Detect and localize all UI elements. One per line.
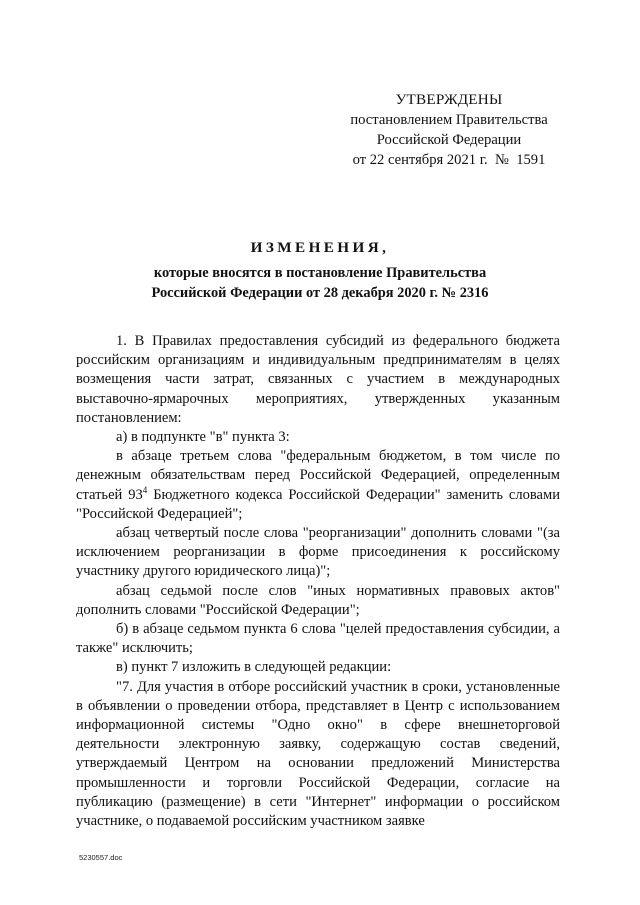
paragraph-5: абзац седьмой после слов "иных нормативных правовых актов" дополнить словами "Российской Федерации"; — [76, 582, 560, 618]
approval-line-government: Российской Федерации — [376, 132, 522, 148]
file-name-footer: 5230557.doc — [79, 853, 123, 862]
paragraph-2: а) в подпункте "в" пункта 3: — [116, 429, 290, 446]
paragraph-3-superscript: 4 — [142, 484, 148, 495]
approval-heading: УТВЕРЖДЕНЫ — [395, 91, 503, 108]
approval-stamp — [340, 90, 558, 170]
subtitle-line-1: которые вносятся в постановление Правительства — [153, 265, 487, 281]
subtitle-line-2: Российской Федерации от 28 декабря 2020 г. № 2316 — [151, 285, 489, 301]
approval-line-decree: постановлением Правительства — [350, 112, 548, 128]
paragraph-4: абзац четвертый после слова "реорганизации" дополнить словами "(за исключением реорганизации в форме присоединения к российскому участнику другого юридического лица)"; — [76, 525, 560, 580]
paragraph-6: б) в абзаце седьмом пункта 6 слова "целей предоставления субсидии, а также" исключить; — [76, 621, 560, 657]
paragraph-3-text: в абзаце третьем слова "федеральным бюджетом, в том числе по денежным обязательствам перед Российской Федерацией, определенным статьей 93 — [76, 448, 560, 503]
approval-line-date-number: от 22 сентября 2021 г. № 1591 — [352, 152, 546, 168]
paragraph-3-text-cont: Бюджетного кодекса Российской Федерации" заменить словами "Российской Федерацией"; — [76, 486, 560, 522]
paragraph-3 — [76, 447, 560, 524]
document-title: ИЗМЕНЕНИЯ, — [250, 239, 390, 256]
document-subtitle — [80, 263, 560, 303]
document-body — [76, 332, 560, 831]
paragraph-7: в) пункт 7 изложить в следующей редакции: — [116, 659, 392, 676]
paragraph-1: 1. В Правилах предоставления субсидий из федерального бюджета российским организациям и индивидуальным предпринимателям в целях возмещения части затрат, связанных с участием в международных выставочно-ярмарочных мероприятиях, утвержденных указанным постановлением: — [76, 333, 560, 426]
paragraph-8: "7. Для участия в отборе российский участник в сроки, установленные в объявлении о проведении отбора, представляет в Центр с использованием информационной системы "Одно окно" в сфере внешнеторговой деятельности электронную заявку, содержащую состав сведений, утверждаемый Центром на основании предложений Министерства промышленности и торговли Российской Федерации, согласие на публикацию (размещение) в сети "Интернет" информации о российском участнике, о подаваемой российским участником заявке — [76, 678, 560, 830]
